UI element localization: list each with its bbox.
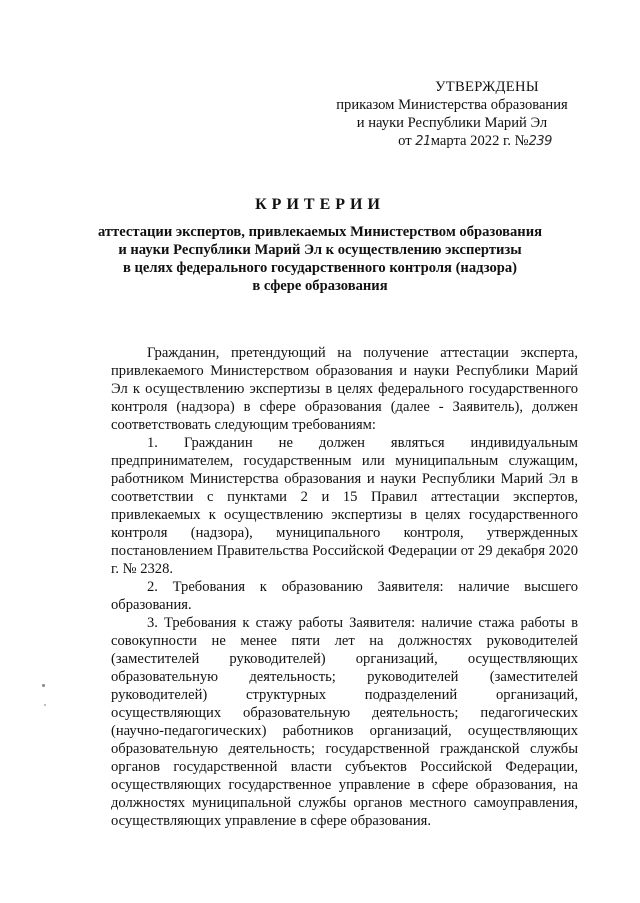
subtitle-line: аттестации экспертов, привлекаемых Министерством образования [97, 224, 543, 240]
requirement-1: 1. Гражданин не должен являться индивидуальным предпринимателем, государственным или муниципальным служащим, работником Министерства образования и науки Республики Марий Эл в соответствии с пунктами 2 и 15 Правил аттестации экспертов, привлекаемых к осуществлению экспертизы в целях государственного контроля (надзора), муниципального контроля, утвержденных постановлением Правительства Российской Федерации от 29 декабря 2020 г. № 2328. [111, 435, 578, 577]
subtitle-line: и науки Республики Марий Эл к осуществлению экспертизы [118, 242, 522, 258]
subtitle-line: в целях федерального государственного контроля (надзора) [122, 260, 518, 276]
requirement-2: 2. Требования к образованию Заявителя: наличие высшего образования. [111, 579, 578, 613]
approval-stamp-block [322, 78, 582, 151]
date-prefix: от [398, 133, 412, 149]
handwritten-order-number: 239 [528, 134, 552, 149]
intro-paragraph: Гражданин, претендующий на получение аттестации эксперта, привлекаемого Министерством образования и науки Республики Марий Эл к осуществлению экспертизы в целях федерального государственного контроля (надзора) в сфере образования (далее - Заявитель), должен соответствовать следующим требованиям: [111, 345, 578, 433]
approval-ministry-line: и науки Республики Марий Эл [356, 115, 548, 131]
date-month-year: марта 2022 г. № [430, 133, 529, 149]
approved-heading: УТВЕРЖДЕНЫ [435, 79, 539, 95]
document-body [111, 344, 578, 830]
subtitle-line: в сфере образования [252, 278, 388, 294]
approval-date-line [322, 132, 582, 151]
approval-order-line: приказом Министерства образования [336, 97, 568, 113]
handwritten-day: 21 [415, 134, 431, 149]
requirement-3: 3. Требования к стажу работы Заявителя: наличие стажа работы в совокупности не менее пяти лет на должностях руководителей (заместителей руководителей) организаций, осуществляющих образовательную деятельность; руководителей (заместителей руководителей) структурных подразделений организаций, осуществляющих образовательную деятельность; педагогических (научно-педагогических) работников организаций, осуществляющих образовательную деятельность; государственной гражданской службы органов государственной власти субъектов Российской Федерации, осуществляющих государственное управление в сфере образования, на должностях муниципальной службы органов местного самоуправления, осуществляющих управление в сфере образования. [111, 615, 578, 829]
document-title: КРИТЕРИИ [255, 196, 385, 213]
document-subtitle [80, 223, 560, 295]
scan-speck [42, 684, 45, 687]
scan-speck [44, 704, 46, 706]
